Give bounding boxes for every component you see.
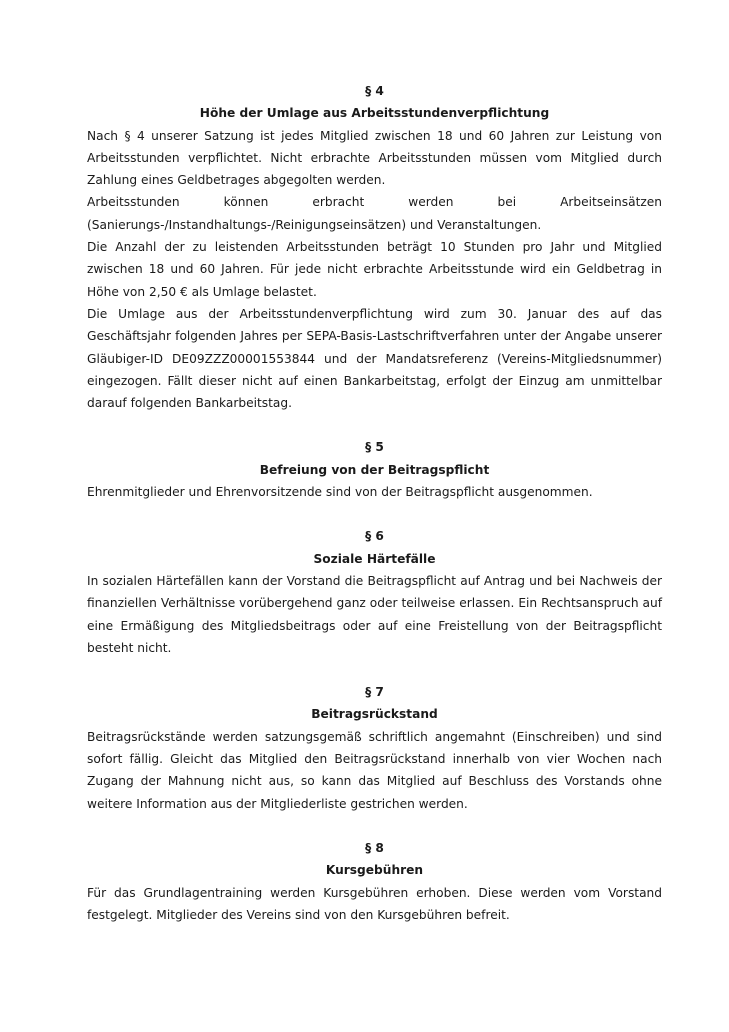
section-title: Höhe der Umlage aus Arbeitsstundenverpflichtung [199, 106, 550, 121]
section-title: Befreiung von der Beitragspflicht [259, 462, 490, 477]
paragraph: Beitragsrückstände werden satzungsgemäß schriftlich angemahnt (Einschreiben) und sind sofort fällig. Gleicht das Mitglied den Beitragsrückstand innerhalb von vier Wochen nach Zugang der Mahnung nicht aus, so kann das Mitglied auf Beschluss des Vorstands ohne weitere Information aus der Mitgliederliste gestrichen werden. [87, 729, 662, 811]
paragraph: Die Anzahl der zu leistenden Arbeitsstunden beträgt 10 Stunden pro Jahr und Mitglied zwischen 18 und 60 Jahren. Für jede nicht erbrachte Arbeitsstunde wird ein Geldbetrag in Höhe von 2,50 € als Umlage belastet. [87, 240, 662, 299]
paragraph: Arbeitsstunden können erbracht werden bei Arbeitseinsätzen (Sanierungs-/Instandhaltungs-/Reinigungseinsätzen) und Veranstaltungen. [87, 195, 662, 232]
paragraph: Die Umlage aus der Arbeitsstundenverpflichtung wird zum 30. Januar des auf das Geschäftsjahr folgenden Jahres per SEPA-Basis-Lastschriftverfahren unter der Angabe unserer Gläubiger-ID DE09ZZZ00001553844 und der Mandatsreferenz (Vereins-Mitgliedsnummer) eingezogen. Fällt dieser nicht auf einen Bankarbeitstag, erfolgt der Einzug am unmittelbar darauf folgenden Bankarbeitstag. [87, 306, 662, 411]
section-8 [87, 837, 662, 926]
section-title: Beitragsrückstand [311, 707, 438, 722]
paragraph: Für das Grundlagentraining werden Kursgebühren erhoben. Diese werden vom Vorstand festgelegt. Mitglieder des Vereins sind von den Kursgebühren befreit. [87, 885, 662, 922]
section-title: Soziale Härtefälle [313, 551, 436, 566]
section-number: § 8 [365, 840, 384, 855]
paragraph: Ehrenmitglieder und Ehrenvorsitzende sind von der Beitragspflicht ausgenommen. [87, 485, 593, 500]
paragraph: In sozialen Härtefällen kann der Vorstand die Beitragspflicht auf Antrag und bei Nachweis der finanziellen Verhältnisse vorübergehend ganz oder teilweise erlassen. Ein Rechtsanspruch auf eine Ermäßigung des Mitgliedsbeitrags oder auf eine Freistellung von der Beitragspflicht besteht nicht. [87, 573, 662, 655]
paragraph: Nach § 4 unserer Satzung ist jedes Mitglied zwischen 18 und 60 Jahren zur Leistung von Arbeitsstunden verpflichtet. Nicht erbrachte Arbeitsstunden müssen vom Mitglied durch Zahlung eines Geldbetrages abgegolten werden. [87, 128, 662, 188]
section-number: § 6 [365, 529, 384, 544]
section-6 [87, 525, 662, 659]
section-number: § 4 [365, 84, 384, 98]
document-page [87, 80, 662, 948]
section-number: § 7 [365, 685, 384, 700]
section-4 [87, 80, 662, 414]
section-7 [87, 681, 662, 815]
section-title: Kursgebühren [325, 863, 424, 878]
section-5 [87, 436, 662, 503]
section-number: § 5 [365, 440, 384, 455]
